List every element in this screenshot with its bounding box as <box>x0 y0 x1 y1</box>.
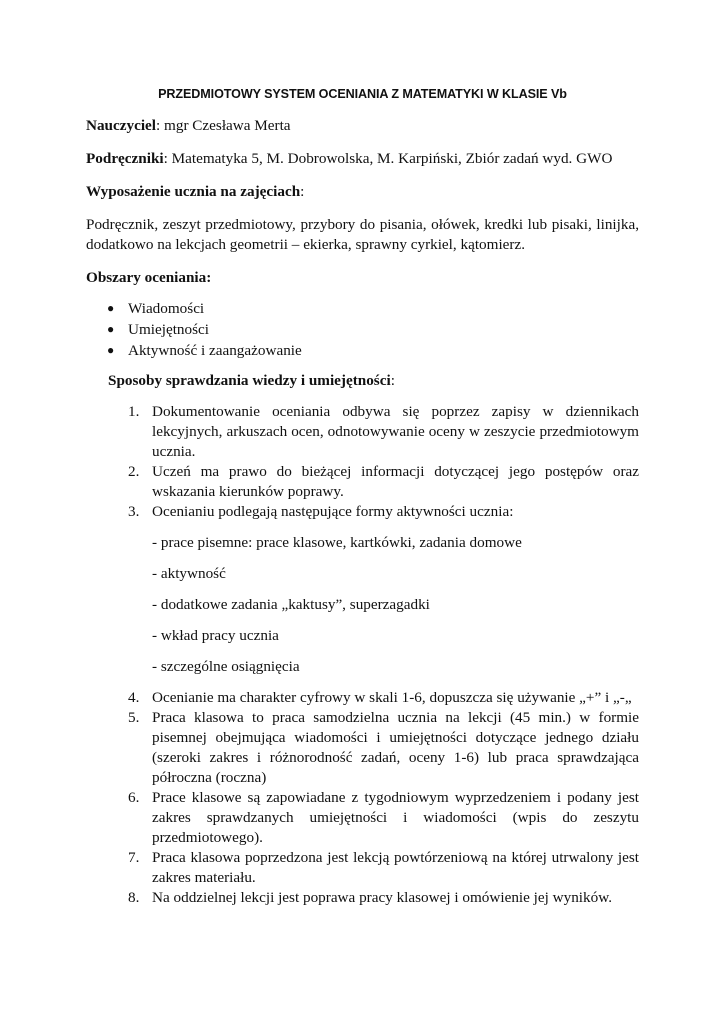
item-text: Praca klasowa to praca samodzielna ucznia na lekcji (45 min.) w formie pisemnej obejmująca wiadomości i umiejętności dotyczące jednego działu (szeroki zakres i różnorodność zadań, oceny 1-6) lub praca sprawdzająca półroczna (roczna) <box>152 709 639 786</box>
areas-list <box>86 298 639 361</box>
equipment-label: Wyposażenie ucznia na zajęciach <box>86 183 301 200</box>
bullet-icon: ● <box>107 343 115 357</box>
item-text: Ocenianiu podlegają następujące formy aktywności ucznia: <box>152 503 514 520</box>
methods-suffix: : <box>390 372 395 389</box>
teacher-label: Nauczyciel <box>86 117 157 134</box>
item-number: 4. <box>128 689 140 706</box>
methods-list <box>86 402 639 908</box>
area-label: Aktywność i zaangażowanie <box>128 342 302 359</box>
document-page <box>86 84 639 908</box>
item-text: Ocenianie ma charakter cyfrowy w skali 1-6, dopuszcza się używanie „+” i „-„ <box>152 689 632 706</box>
list-item <box>86 502 639 677</box>
item-number: 6. <box>128 789 140 806</box>
equipment-text: Podręcznik, zeszyt przedmiotowy, przybory do pisania, ołówek, kredki lub pisaki, linijka, dodatkowo na lekcjach geometrii – ekierka, sprawny cyrkiel, kątomierz. <box>86 216 639 253</box>
list-item <box>86 319 639 340</box>
item-text: Prace klasowe są zapowiadane z tygodniowym wyprzedzeniem i podany jest zakres sprawdzanych umiejętności i wiadomości (wpis do zeszytu przedmiotowego). <box>152 789 639 846</box>
areas-heading: Obszary oceniania: <box>86 269 212 286</box>
item-number: 3. <box>128 503 140 520</box>
methods-label: Sposoby sprawdzania wiedzy i umiejętności <box>108 372 391 389</box>
item-text: Dokumentowanie oceniania odbywa się poprzez zapisy w dziennikach lekcyjnych, arkuszach ocen, odnotowywanie oceny w zeszycie przedmiotowym ucznia. <box>152 403 639 460</box>
item-number: 2. <box>128 463 140 480</box>
list-item: - szczególne osiągnięcia <box>152 658 300 675</box>
list-item <box>86 888 639 908</box>
bullet-icon: ● <box>107 322 115 336</box>
document-title: PRZEDMIOTOWY SYSTEM OCENIANIA Z MATEMATYKI W KLASIE Vb <box>158 87 567 101</box>
list-item: - dodatkowe zadania „kaktusy”, superzagadki <box>152 596 430 613</box>
teacher-value: : mgr Czesława Merta <box>156 117 291 134</box>
area-label: Wiadomości <box>128 300 205 317</box>
textbooks-value: : Matematyka 5, M. Dobrowolska, M. Karpiński, Zbiór zadań wyd. GWO <box>163 150 613 167</box>
methods-heading <box>108 371 639 391</box>
list-item <box>86 708 639 788</box>
area-label: Umiejętności <box>128 321 209 338</box>
bullet-icon: ● <box>107 301 115 315</box>
list-item <box>86 462 639 502</box>
item-number: 8. <box>128 889 140 906</box>
list-item <box>86 402 639 462</box>
textbooks-line <box>86 149 639 169</box>
list-item <box>86 848 639 888</box>
textbooks-label: Podręczniki <box>86 150 164 167</box>
item-number: 5. <box>128 709 140 726</box>
list-item <box>86 298 639 319</box>
item-text: Uczeń ma prawo do bieżącej informacji dotyczącej jego postępów oraz wskazania kierunków poprawy. <box>152 463 639 500</box>
item-number: 1. <box>128 403 140 420</box>
item-text: Na oddzielnej lekcji jest poprawa pracy klasowej i omówienie jej wyników. <box>152 889 612 906</box>
item-number: 7. <box>128 849 140 866</box>
list-item: - aktywność <box>152 565 226 582</box>
list-item <box>86 340 639 361</box>
equipment-heading <box>86 182 639 202</box>
list-item: - wkład pracy ucznia <box>152 627 279 644</box>
activity-forms-list <box>152 533 639 677</box>
list-item <box>86 688 639 708</box>
list-item <box>86 788 639 848</box>
item-text: Praca klasowa poprzedzona jest lekcją powtórzeniową na której utrwalony jest zakres materiału. <box>152 849 639 886</box>
equipment-suffix: : <box>300 183 305 200</box>
list-item: - prace pisemne: prace klasowe, kartkówki, zadania domowe <box>152 534 522 551</box>
teacher-line <box>86 116 639 136</box>
